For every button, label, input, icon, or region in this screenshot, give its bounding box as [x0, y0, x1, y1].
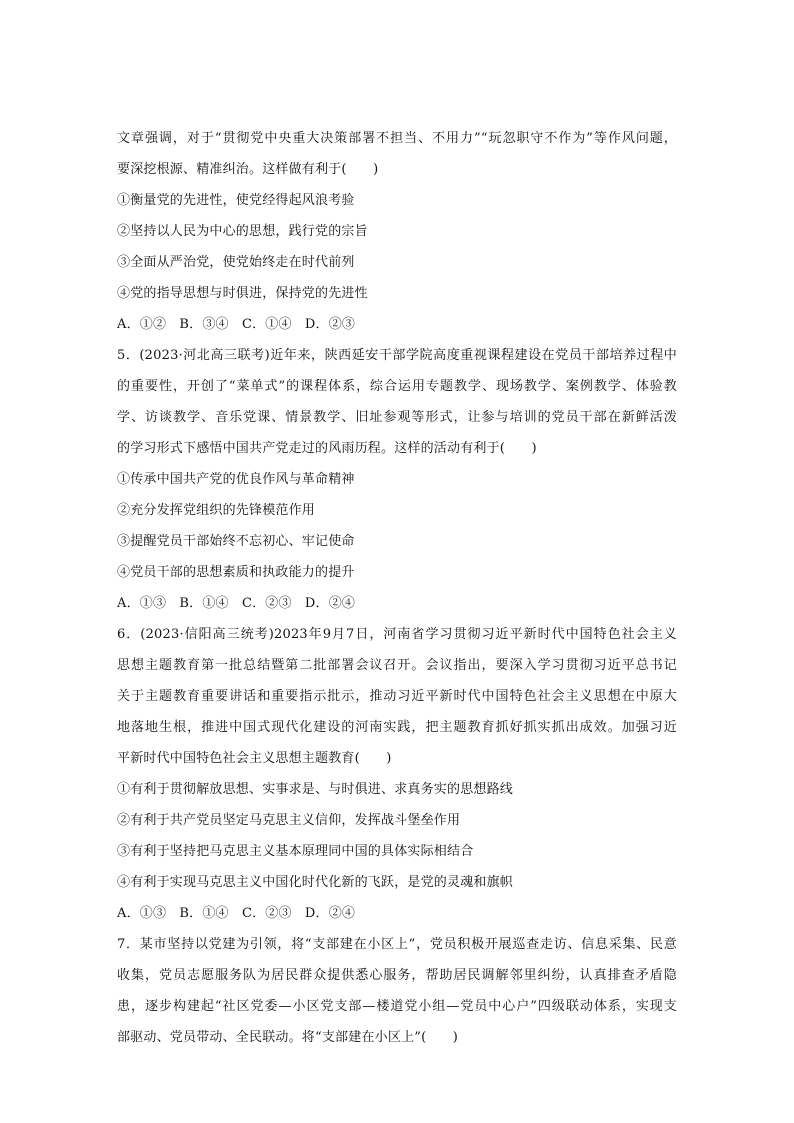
- stem-line: 地落地生根，推进中国式现代化建设的河南实践，把主题教育抓好抓实抓出成效。加强习近: [117, 720, 677, 735]
- stem-line: 学、访谈教学、音乐党课、情景教学、旧址参观等形式，让参与培训的党员干部在新鲜活泼: [117, 410, 677, 425]
- option-line: ④有利于实现马克思主义中国化时代化新的飞跃，是党的灵魂和旗帜: [117, 875, 514, 890]
- stem-line: 关于主题教育重要讲话和重要指示批示，推动习近平新时代中国特色社会主义思想在中原大: [117, 689, 677, 704]
- option-line: ④党的指导思想与时俱进，保持党的先进性: [117, 286, 368, 301]
- answer-choices: A．①③ B．①④ C．②③ D．②④: [117, 596, 356, 611]
- answer-choices: A．①③ B．①④ C．②③ D．②④: [117, 906, 356, 921]
- question-7: [117, 929, 677, 1053]
- stem-line: 6．(2023·信阳高三统考)2023年9月7日，河南省学习贯彻习近平新时代中国特色社会主义: [117, 627, 677, 642]
- option-line: ③有利于坚持把马克思主义基本原理同中国的具体实际相结合: [117, 844, 474, 859]
- question-5: [117, 340, 677, 619]
- option-line: ②坚持以人民为中心的思想，践行党的宗旨: [117, 224, 368, 239]
- answer-choices: A．①② B．③④ C．①④ D．②③: [117, 317, 356, 332]
- stem-line: 7．某市坚持以党建为引领，将“支部建在小区上”，党员积极开展巡查走访、信息采集、民意: [117, 937, 677, 952]
- stem-line: 平新时代中国特色社会主义思想主题教育( ): [117, 751, 392, 766]
- stem-line: 的重要性，开创了“菜单式”的课程体系，综合运用专题教学、现场教学、案例教学、体验教: [117, 379, 677, 394]
- option-line: ②充分发挥党组织的先锋模范作用: [117, 503, 316, 518]
- option-line: ③提醒党员干部始终不忘初心、牢记使命: [117, 534, 355, 549]
- option-line: ①传承中国共产党的优良作风与革命精神: [117, 472, 355, 487]
- stem-line: 收集，党员志愿服务队为居民群众提供悉心服务，帮助居民调解邻里纠纷，认真排查矛盾隐: [117, 968, 677, 983]
- stem-line: 要深挖根源、精准纠治。这样做有利于( ): [117, 162, 379, 177]
- option-line: ①衡量党的先进性，使党经得起风浪考验: [117, 193, 355, 208]
- stem-line: 5．(2023·河北高三联考)近年来，陕西延安干部学院高度重视课程建设在党员干部培养过程中: [117, 348, 677, 363]
- stem-line: 患，逐步构建起“社区党委—小区党支部—楼道党小组—党员中心户”四级联动体系，实现支: [117, 999, 677, 1014]
- option-line: ④党员干部的思想素质和执政能力的提升: [117, 565, 355, 580]
- document-content: [117, 123, 677, 1053]
- question-4-tail: [117, 123, 677, 340]
- stem-line: 思想主题教育第一批总结暨第二批部署会议召开。会议指出，要深入学习贯彻习近平总书记: [117, 658, 677, 673]
- stem-line: 部驱动、党员带动、全民联动。将“支部建在小区上”( ): [117, 1030, 459, 1045]
- stem-line: 文章强调，对于“贯彻党中央重大决策部署不担当、不用力”“玩忽职守不作为”等作风问题，: [117, 131, 677, 146]
- option-line: ②有利于共产党员坚定马克思主义信仰，发挥战斗堡垒作用: [117, 813, 461, 828]
- option-line: ①有利于贯彻解放思想、实事求是、与时俱进、求真务实的思想路线: [117, 782, 514, 797]
- question-6: [117, 619, 677, 929]
- stem-line: 的学习形式下感悟中国共产党走过的风雨历程。这样的活动有利于( ): [117, 441, 537, 456]
- option-line: ③全面从严治党，使党始终走在时代前列: [117, 255, 355, 270]
